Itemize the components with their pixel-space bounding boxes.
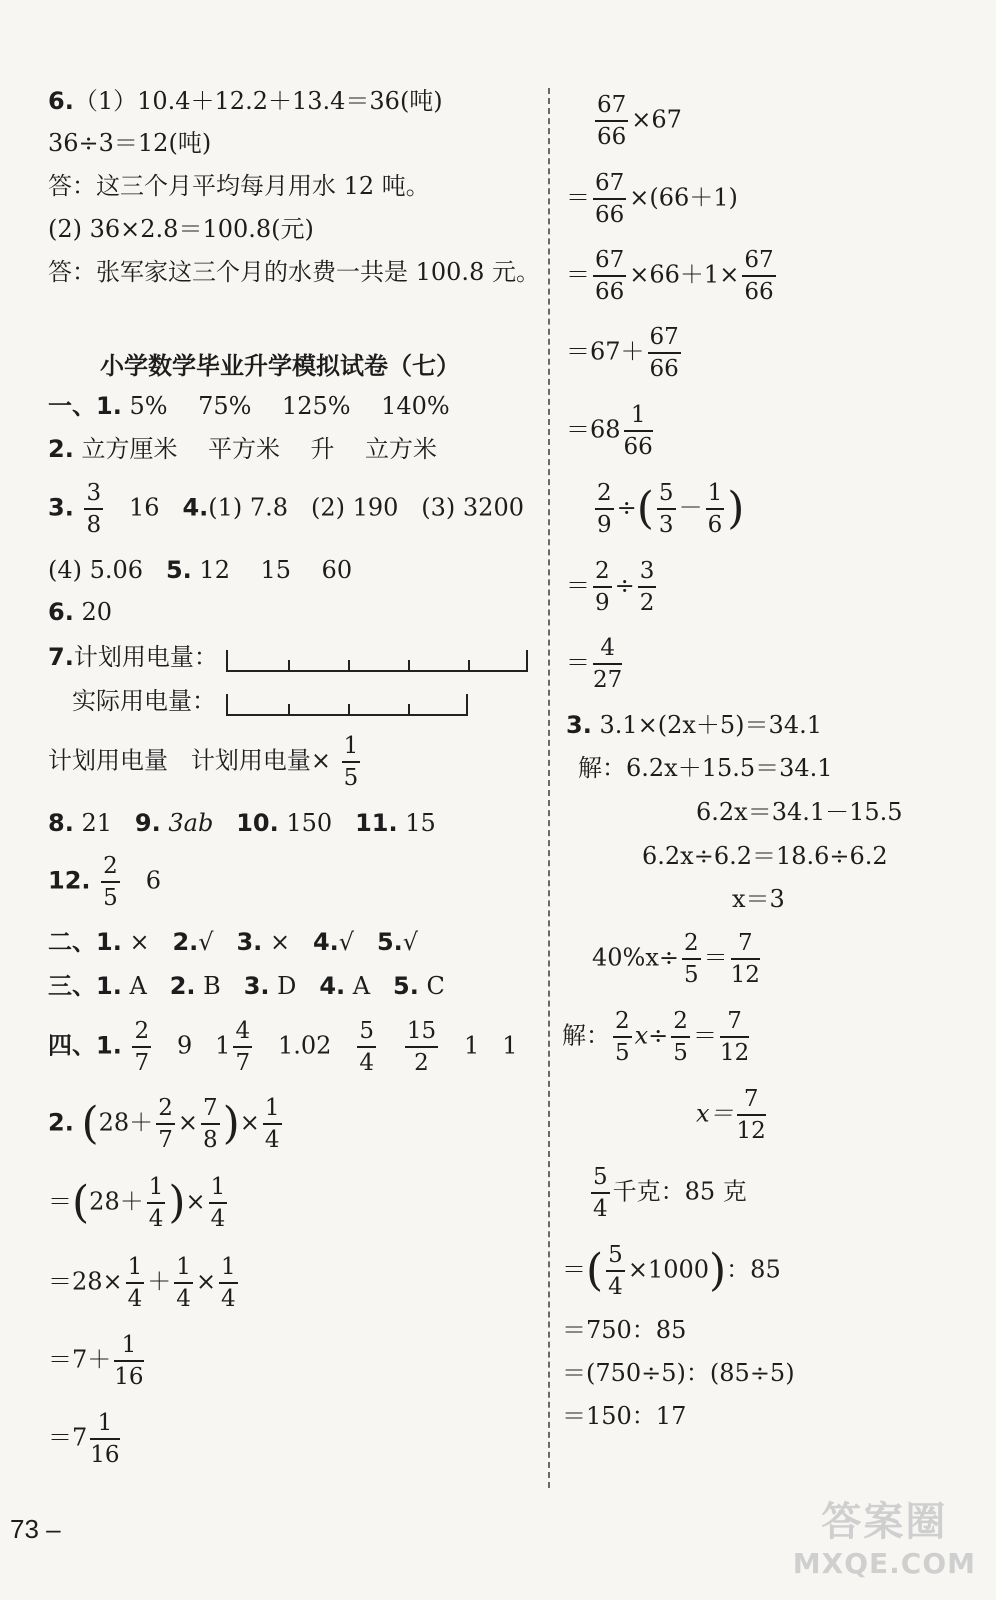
bar-tick: [468, 660, 470, 670]
one-q6: 6. 20: [48, 598, 113, 626]
fraction: $\frac{15}{2}$: [406, 1018, 437, 1076]
one-q2: 2. 立方厘米 平方米 升 立方米: [48, 435, 438, 463]
fraction: $\frac{1}{4}$: [176, 1254, 191, 1312]
ratio-row2: ＝( $\frac{5}{4}$ ×1000)：85: [562, 1242, 781, 1300]
fraction: $\frac{5}{4}$: [359, 1018, 374, 1076]
one-q7-answer: 计划用电量 计划用电量× $\frac{1}{5}$: [48, 733, 359, 791]
fraction: $\frac{1}{5}$: [343, 733, 359, 791]
calc-c5: ＝68 $\frac{1}{66}$: [566, 402, 653, 460]
fraction: $\frac{2}{5}$: [103, 853, 118, 911]
fraction: $\frac{67}{66}$: [595, 247, 625, 305]
plan-bar-diagram: [226, 650, 528, 672]
four-q2-row3: ＝28× $\frac{1}{4}$ ＋ $\frac{1}{4}$ × $\frac{1}{4}$: [48, 1254, 236, 1312]
fraction: $\frac{1}{16}$: [114, 1332, 144, 1390]
one-q1: 一、1. 5% 75% 125% 140%: [48, 392, 450, 420]
two-answers: 二、1. × 2.√ 3. × 4.√ 5.√: [48, 928, 419, 956]
q6-line5: 答：张军家这三个月的水费一共是 100.8 元。: [48, 258, 540, 286]
fraction: $\frac{1}{4}$: [148, 1174, 164, 1232]
q3-equation: 3. 3.1×(2x＋5)＝34.1: [566, 711, 822, 739]
actual-bar-diagram: [226, 694, 468, 716]
fraction: $\frac{2}{7}$: [134, 1018, 150, 1076]
fraction: $\frac{1}{6}$: [707, 480, 723, 538]
fraction: $\frac{5}{4}$: [593, 1164, 608, 1222]
fraction: $\frac{5}{4}$: [608, 1242, 623, 1300]
one-q7-actual: 实际用电量：: [72, 687, 216, 715]
fraction: $\frac{1}{4}$: [127, 1254, 143, 1312]
q3b-equation: 40%x÷ $\frac{2}{5}$ ＝ $\frac{7}{12}$: [592, 930, 760, 988]
q3-step3: 6.2x÷6.2＝18.6÷6.2: [642, 842, 888, 870]
fraction: $\frac{4}{7}$: [235, 1018, 251, 1076]
q3-step2: 6.2x＝34.1－15.5: [696, 798, 903, 826]
fraction: $\frac{7}{8}$: [202, 1095, 218, 1153]
fraction: $\frac{67}{66}$: [744, 247, 774, 305]
q3b-step1: 解： $\frac{2}{5}$ x÷ $\frac{2}{5}$ ＝ $\frac{7}{12}$: [562, 1008, 750, 1066]
four-q2-row5: ＝7 $\frac{1}{16}$: [48, 1410, 120, 1468]
fraction: $\frac{2}{9}$: [595, 558, 610, 616]
bar-tick: [288, 660, 290, 670]
bar-tick: [526, 650, 528, 670]
one-q4b-q5: (4) 5.06 5. 12 15 60: [48, 556, 353, 584]
fraction: $\frac{4}{27}$: [593, 635, 623, 693]
q6-line1: 6.（1）10.4＋12.2＋13.4＝36(吨): [48, 87, 443, 115]
q3b-result: x＝ $\frac{7}{12}$: [696, 1086, 766, 1144]
fraction: $\frac{1}{4}$: [221, 1254, 236, 1312]
fraction: $\frac{67}{66}$: [597, 92, 627, 150]
calc-c1: $\frac{67}{66}$ ×67: [597, 92, 682, 150]
fraction: $\frac{5}{3}$: [658, 480, 674, 538]
bar-tick: [348, 704, 350, 714]
fraction: $\frac{1}{16}$: [90, 1410, 120, 1468]
fraction: $\frac{67}{66}$: [595, 170, 625, 228]
one-q8-q11: 8. 21 9. 3ab 10. 150 11. 15: [48, 809, 436, 837]
ratio-row4: ＝(750÷5)：(85÷5): [562, 1359, 795, 1387]
bar-tick: [408, 704, 410, 714]
fraction: $\frac{1}{4}$: [264, 1095, 280, 1153]
column-divider: [548, 88, 550, 1488]
fraction: $\frac{1}{66}$: [623, 402, 653, 460]
four-q1: 四、1. $\frac{2}{7}$ 9 1 $\frac{4}{7}$ 1.02 $\frac{5}{4}$ $\frac{15}{2}$ 1 1: [48, 1018, 518, 1076]
calc-c3: ＝ $\frac{67}{66}$ ×66＋1× $\frac{67}{66}$: [566, 247, 774, 305]
fraction: $\frac{2}{7}$: [158, 1095, 173, 1153]
four-q2-row2: ＝(28＋ $\frac{1}{4}$ )× $\frac{1}{4}$: [48, 1174, 226, 1232]
ratio-row3: ＝750：85: [562, 1316, 687, 1344]
fraction: $\frac{3}{8}$: [86, 480, 102, 538]
one-q12: 12. $\frac{2}{5}$ 6: [48, 853, 161, 911]
q6-line4: (2) 36×2.8＝100.8(元): [48, 215, 314, 243]
fraction: $\frac{1}{4}$: [210, 1174, 226, 1232]
watermark-logo: 答案圈 MXQE.COM: [792, 1499, 976, 1580]
fraction: $\frac{3}{2}$: [639, 558, 655, 616]
calc-c4: ＝67＋ $\frac{67}{66}$: [566, 324, 679, 382]
calc-d2: ＝ $\frac{2}{9}$ ÷ $\frac{3}{2}$: [566, 558, 655, 616]
fraction: $\frac{67}{66}$: [649, 324, 679, 382]
bar-tick: [348, 660, 350, 670]
q3-step4: x＝3: [732, 885, 785, 913]
fraction: $\frac{2}{5}$: [615, 1008, 630, 1066]
fraction: $\frac{7}{12}$: [730, 930, 760, 988]
four-q2-row1: 2. (28＋ $\frac{2}{7}$ × $\frac{7}{8}$ )× $\frac{1}{4}$: [48, 1095, 280, 1153]
bar-tick: [466, 694, 468, 714]
one-q3-q4: 3. $\frac{3}{8}$ 16 4.(1) 7.8 (2) 190 (3) 3200: [48, 480, 524, 538]
fraction: $\frac{2}{5}$: [673, 1008, 688, 1066]
ratio-row1: $\frac{5}{4}$ 千克：85 克: [593, 1164, 747, 1222]
bar-tick: [408, 660, 410, 670]
bar-tick: [288, 704, 290, 714]
four-q2-row4: ＝7＋ $\frac{1}{16}$: [48, 1332, 144, 1390]
fraction: $\frac{2}{5}$: [684, 930, 699, 988]
calc-d3: ＝ $\frac{4}{27}$: [566, 635, 623, 693]
calc-d1: $\frac{2}{9}$ ÷( $\frac{5}{3}$ － $\frac{1}{6}$ ): [597, 480, 745, 538]
q6-line2: 36÷3＝12(吨): [48, 129, 212, 157]
page-number: 73 –: [10, 1514, 61, 1544]
fraction: $\frac{2}{9}$: [597, 480, 612, 538]
calc-c2: ＝ $\frac{67}{66}$ ×(66＋1): [566, 170, 738, 228]
section-title: 小学数学毕业升学模拟试卷（七）: [100, 352, 460, 380]
one-q7-plan: 7.计划用电量：: [48, 643, 218, 671]
q3-step1: 解：6.2x＋15.5＝34.1: [578, 754, 833, 782]
fraction: $\frac{7}{12}$: [719, 1008, 750, 1066]
ratio-row5: ＝150：17: [562, 1402, 687, 1430]
three-answers: 三、1. A 2. B 3. D 4. A 5. C: [48, 972, 445, 1000]
fraction: $\frac{7}{12}$: [736, 1086, 766, 1144]
q6-line3: 答：这三个月平均每月用水 12 吨。: [48, 172, 430, 200]
